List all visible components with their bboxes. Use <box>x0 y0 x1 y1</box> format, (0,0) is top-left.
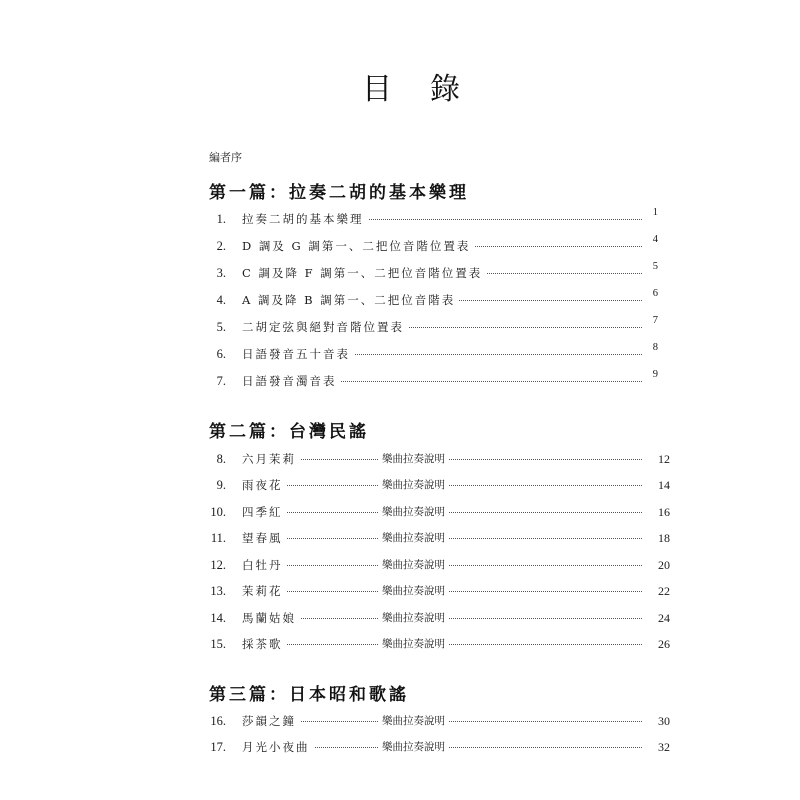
entry-label: D 調及 G 調第一、二把位音階位置表 <box>242 236 474 256</box>
toc-entry[interactable] <box>200 317 670 337</box>
entry-page: 22 <box>658 584 670 598</box>
toc-entry[interactable] <box>200 449 670 469</box>
entry-description-link: 樂曲拉奏說明 <box>378 528 449 548</box>
entry-page: 12 <box>658 452 670 466</box>
entry-page: 24 <box>658 611 670 625</box>
title-char-2: 錄 <box>430 72 498 107</box>
entry-number: 9. <box>216 478 226 492</box>
entry-number: 11. <box>210 531 226 545</box>
entry-number: 7. <box>216 374 226 388</box>
entry-number: 2. <box>216 239 226 253</box>
entry-page: 1 <box>652 207 658 218</box>
entry-page: 30 <box>658 714 670 728</box>
toc-entry[interactable] <box>200 475 670 495</box>
entry-page: 9 <box>652 369 658 380</box>
entry-label: 馬蘭姑娘 <box>242 608 300 628</box>
entry-page: 7 <box>652 315 658 326</box>
entry-description-link: 樂曲拉奏說明 <box>378 608 449 628</box>
entry-label: 二胡定弦與絕對音階位置表 <box>242 317 408 337</box>
section-heading-3: 第三篇：日本昭和歌謠 <box>209 685 409 705</box>
entry-label: 月光小夜曲 <box>242 737 314 757</box>
entry-number: 16. <box>210 714 226 728</box>
entry-page: 14 <box>658 478 670 492</box>
toc-entry[interactable] <box>200 528 670 548</box>
entry-number: 3. <box>216 266 226 280</box>
entry-label: 莎韻之鐘 <box>242 711 300 731</box>
toc-entry[interactable] <box>200 290 670 310</box>
entry-description-link: 樂曲拉奏說明 <box>378 711 449 731</box>
toc-entry[interactable] <box>200 555 670 575</box>
entry-number: 10. <box>210 505 226 519</box>
entry-page: 26 <box>658 637 670 651</box>
entry-number: 5. <box>216 320 226 334</box>
entry-label: 茉莉花 <box>242 581 287 601</box>
entry-number: 6. <box>216 347 226 361</box>
entry-label: 六月茉莉 <box>242 449 300 469</box>
toc-entry[interactable] <box>200 371 670 391</box>
entry-page: 4 <box>652 234 658 245</box>
entry-description-link: 樂曲拉奏說明 <box>378 449 449 469</box>
entry-page: 6 <box>652 288 658 299</box>
title-char-1: 目 <box>362 72 430 107</box>
section-heading-1: 第一篇：拉奏二胡的基本樂理 <box>209 183 469 203</box>
toc-entry[interactable] <box>200 581 670 601</box>
entry-page: 20 <box>658 558 670 572</box>
entry-page: 32 <box>658 740 670 754</box>
entry-number: 14. <box>210 611 226 625</box>
entry-description-link: 樂曲拉奏說明 <box>378 581 449 601</box>
preface-entry[interactable]: 編者序 <box>209 151 242 164</box>
entry-label: 四季紅 <box>242 502 287 522</box>
entry-number: 1. <box>216 212 226 226</box>
entry-number: 8. <box>216 452 226 466</box>
entry-label: C 調及降 F 調第一、二把位音階位置表 <box>242 263 486 283</box>
toc-entry[interactable] <box>200 263 670 283</box>
entry-number: 12. <box>210 558 226 572</box>
entry-number: 4. <box>216 293 226 307</box>
entry-label: 日語發音濁音表 <box>242 371 341 391</box>
toc-entry[interactable] <box>200 608 670 628</box>
entry-description-link: 樂曲拉奏說明 <box>378 737 449 757</box>
entry-description-link: 樂曲拉奏說明 <box>378 634 449 654</box>
entry-label: 望春風 <box>242 528 287 548</box>
entry-label: 日語發音五十音表 <box>242 344 354 364</box>
entry-page: 5 <box>652 261 658 272</box>
toc-entry[interactable] <box>200 236 670 256</box>
entry-label: 採茶歌 <box>242 634 287 654</box>
entry-page: 16 <box>658 505 670 519</box>
entry-page: 8 <box>652 342 658 353</box>
entry-number: 13. <box>210 584 226 598</box>
entry-page: 18 <box>658 531 670 545</box>
toc-entry[interactable] <box>200 502 670 522</box>
entry-description-link: 樂曲拉奏說明 <box>378 555 449 575</box>
page-title <box>0 64 800 108</box>
toc-entry[interactable] <box>200 209 670 229</box>
entry-description-link: 樂曲拉奏說明 <box>378 502 449 522</box>
entry-number: 15. <box>210 637 226 651</box>
entry-description-link: 樂曲拉奏說明 <box>378 475 449 495</box>
entry-number: 17. <box>210 740 226 754</box>
toc-entry[interactable] <box>200 344 670 364</box>
entry-label: 雨夜花 <box>242 475 287 495</box>
entry-label: 拉奏二胡的基本樂理 <box>242 209 368 229</box>
toc-entry[interactable] <box>200 711 670 731</box>
toc-entry[interactable] <box>200 737 670 757</box>
toc-entry[interactable] <box>200 634 670 654</box>
entry-label: 白牡丹 <box>242 555 287 575</box>
entry-label: A 調及降 B 調第一、二把位音階表 <box>242 290 459 310</box>
section-heading-2: 第二篇：台灣民謠 <box>209 422 369 442</box>
